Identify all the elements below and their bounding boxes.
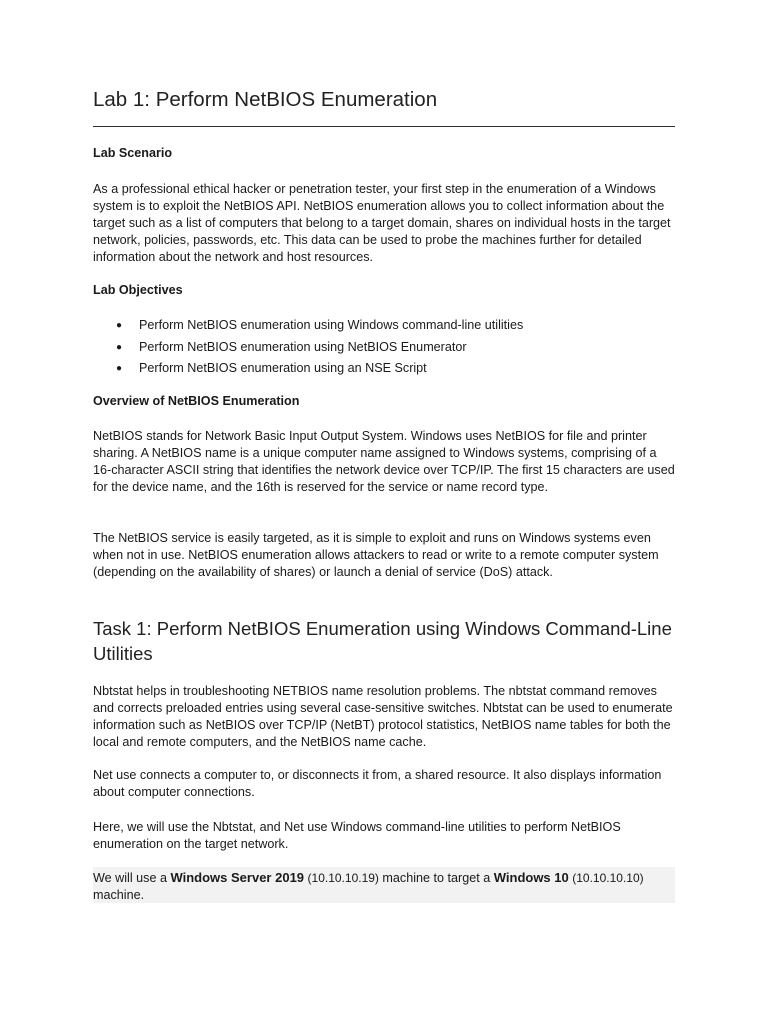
objective-text: Perform NetBIOS enumeration using NetBIOS Enumerator (139, 339, 467, 354)
task-1-paragraph-3: Here, we will use the Nbtstat, and Net use Windows command-line utilities to perform NetBIOS enumeration on the target network. (93, 820, 621, 851)
objective-text: Perform NetBIOS enumeration using an NSE Script (139, 361, 427, 375)
note-middle: machine to target a (378, 871, 494, 885)
lab-scenario-heading: Lab Scenario (93, 146, 173, 160)
note-prefix: We will use a (93, 871, 171, 885)
bullet-icon: ● (116, 341, 123, 353)
task-1-paragraph-2: Net use connects a computer to, or disconnects it from, a shared resource. It also displays information about computer connections. (93, 768, 662, 799)
target-name: Windows 10 (493, 870, 569, 885)
lab-objectives-list (93, 317, 675, 382)
server-name: Windows Server 2019 (170, 870, 305, 885)
overview-paragraph-1: NetBIOS stands for Network Basic Input Output System. Windows uses NetBIOS for file and printer sharing. A NetBIOS name is a unique computer name assigned to Windows systems, comprising of a 16-character ASCII string that identifies the network device over TCP/IP. The first 15 characters are used for the device name, and the 16th is reserved for the service or name record type. (93, 429, 675, 494)
server-ip: (10.10.10.19) (307, 871, 379, 885)
objective-text: Perform NetBIOS enumeration using Windows command-line utilities (139, 318, 524, 332)
bullet-icon: ● (116, 320, 123, 331)
list-item (93, 317, 675, 339)
lab-scenario-text: As a professional ethical hacker or penetration tester, your first step in the enumeration of a Windows system is to exploit the NetBIOS API. NetBIOS enumeration allows you to collect information about the target such as a list of computers that belong to a target domain, shares on individual hosts in the target network, policies, passwords, etc. This data can be used to probe the machines further for detailed information about the network and host resources. (93, 182, 671, 264)
overview-paragraph-2: The NetBIOS service is easily targeted, as it is simple to exploit and runs on Windows systems even when not in use. NetBIOS enumeration allows attackers to read or write to a remote computer system (depending on the availability of shares) or launch a denial of service (DoS) attack. (93, 531, 659, 579)
task-1-paragraph-1: Nbtstat helps in troubleshooting NETBIOS name resolution problems. The nbtstat command removes and corrects preloaded entries using several case-sensitive switches. Nbtstat can be used to enumerate information such as NetBIOS over TCP/IP (NetBT) protocol statistics, NetBIOS name tables for both the local and remote computers, and the NetBIOS name cache. (93, 684, 673, 749)
overview-heading: Overview of NetBIOS Enumeration (93, 394, 300, 408)
machine-note (93, 869, 675, 904)
task-1-heading: Task 1: Perform NetBIOS Enumeration using Windows Command-Line Utilities (93, 618, 672, 664)
list-item (93, 360, 675, 382)
page-title: Lab 1: Perform NetBIOS Enumeration (93, 88, 438, 111)
title-divider (93, 126, 675, 127)
note-suffix: machine. (93, 888, 145, 902)
bullet-icon: ● (116, 363, 123, 374)
list-item (93, 339, 675, 361)
lab-objectives-heading: Lab Objectives (93, 283, 183, 297)
target-ip: (10.10.10.10) (572, 871, 644, 885)
